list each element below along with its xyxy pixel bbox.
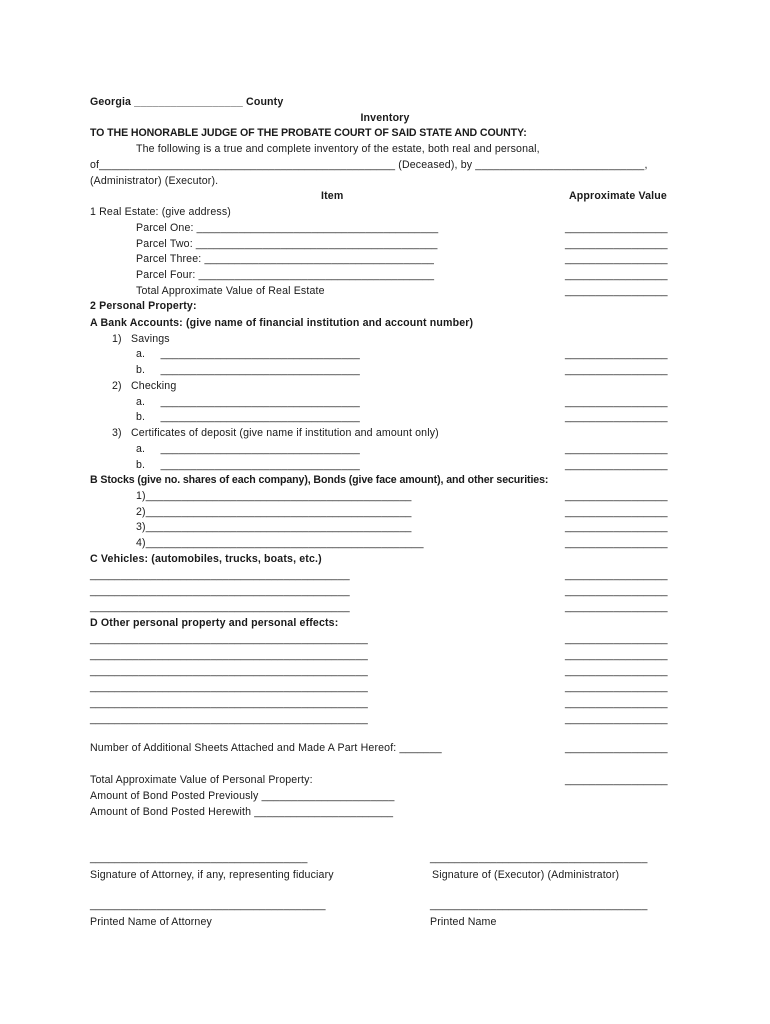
real-estate-total: Total Approximate Value of Real Estate (136, 285, 325, 297)
value-line: _________________ (565, 774, 668, 786)
value-line: _________________ (565, 681, 668, 693)
value-line: _________________ (565, 238, 668, 250)
county-line: Georgia __________________ County (90, 96, 284, 108)
vehicle-line: ___________________________________________ (90, 601, 350, 613)
value-line: _________________ (565, 490, 668, 502)
value-line: _________________ (565, 537, 668, 549)
value-line: _________________ (565, 443, 668, 455)
additional-sheets: Number of Additional Sheets Attached and Made A Part Hereof: _______ (90, 742, 442, 754)
bank-accounts-heading: A Bank Accounts: (give name of financial institution and account number) (90, 317, 474, 329)
value-line: _________________ (565, 253, 668, 265)
checking-label: 2) Checking (112, 380, 177, 392)
addressee: TO THE HONORABLE JUDGE OF THE PROBATE COURT OF SAID STATE AND COUNTY: (90, 127, 527, 139)
bond-posted-previously: Amount of Bond Posted Previously ______________________ (90, 790, 395, 802)
parcel-three: Parcel Three: ______________________________________ (136, 253, 435, 265)
intro-line-3: (Administrator) (Executor). (90, 175, 219, 187)
executor-signature-label: Signature of (Executor) (Administrator) (432, 869, 620, 881)
printed-name-line: ____________________________________ (430, 899, 648, 911)
value-line: _________________ (565, 649, 668, 661)
other-property-line: ______________________________________________ (90, 633, 368, 645)
parcel-four: Parcel Four: _______________________________________ (136, 269, 435, 281)
value-line: _________________ (565, 521, 668, 533)
value-line: _________________ (565, 633, 668, 645)
value-line: _________________ (565, 348, 668, 360)
value-line: _________________ (565, 742, 668, 754)
value-line: _________________ (565, 222, 668, 234)
checking-line-a: a. _________________________________ (136, 396, 360, 408)
value-line: _________________ (565, 411, 668, 423)
cd-label: 3) Certificates of deposit (give name if institution and amount only) (112, 427, 439, 439)
attorney-signature-label: Signature of Attorney, if any, representing fiduciary (90, 869, 334, 881)
executor-signature-line: ____________________________________ (430, 852, 648, 864)
other-property-line: ______________________________________________ (90, 681, 368, 693)
other-property-line: ______________________________________________ (90, 713, 368, 725)
stock-line-4: 4)______________________________________________ (136, 537, 424, 549)
cd-line-b: b. _________________________________ (136, 459, 360, 471)
attorney-name-line: _______________________________________ (90, 899, 326, 911)
other-property-line: ______________________________________________ (90, 649, 368, 661)
parcel-one: Parcel One: ________________________________________ (136, 222, 439, 234)
personal-property-heading: 2 Personal Property: (90, 300, 197, 312)
attorney-name-label: Printed Name of Attorney (90, 916, 212, 928)
vehicles-heading: C Vehicles: (automobiles, trucks, boats, etc.) (90, 553, 322, 565)
value-line: _________________ (565, 364, 668, 376)
bond-posted-herewith: Amount of Bond Posted Herewith _______________________ (90, 806, 394, 818)
attorney-signature-line: ____________________________________ (90, 852, 308, 864)
other-property-heading: D Other personal property and personal effects: (90, 617, 339, 629)
stock-line-1: 1)____________________________________________ (136, 490, 412, 502)
parcel-two: Parcel Two: ________________________________________ (136, 238, 438, 250)
intro-line-1: The following is a true and complete inventory of the estate, both real and personal, (136, 143, 540, 155)
value-line: _________________ (565, 269, 668, 281)
value-line: _________________ (565, 569, 668, 581)
value-column-header: Approximate Value (569, 190, 667, 202)
item-column-header: Item (321, 190, 344, 202)
value-line: _________________ (565, 506, 668, 518)
vehicle-line: ___________________________________________ (90, 585, 350, 597)
intro-line-2: of_________________________________________________ (Deceased), by ____________________________, (90, 159, 648, 171)
other-property-line: ______________________________________________ (90, 697, 368, 709)
value-line: _________________ (565, 459, 668, 471)
total-personal-property: Total Approximate Value of Personal Property: (90, 774, 313, 786)
cd-line-a: a. _________________________________ (136, 443, 360, 455)
printed-name-label: Printed Name (430, 916, 497, 928)
value-line: _________________ (565, 285, 668, 297)
document-title: Inventory (360, 112, 410, 124)
value-line: _________________ (565, 713, 668, 725)
savings-line-b: b. _________________________________ (136, 364, 360, 376)
savings-line-a: a. _________________________________ (136, 348, 360, 360)
value-line: _________________ (565, 601, 668, 613)
savings-label: 1) Savings (112, 333, 170, 345)
value-line: _________________ (565, 585, 668, 597)
stock-line-3: 3)____________________________________________ (136, 521, 412, 533)
real-estate-heading: 1 Real Estate: (give address) (90, 206, 231, 218)
stocks-heading: B Stocks (give no. shares of each company), Bonds (give face amount), and other securities: (90, 474, 549, 486)
vehicle-line: ___________________________________________ (90, 569, 350, 581)
value-line: _________________ (565, 697, 668, 709)
other-property-line: ______________________________________________ (90, 665, 368, 677)
stock-line-2: 2)____________________________________________ (136, 506, 412, 518)
checking-line-b: b. _________________________________ (136, 411, 360, 423)
value-line: _________________ (565, 665, 668, 677)
value-line: _________________ (565, 396, 668, 408)
